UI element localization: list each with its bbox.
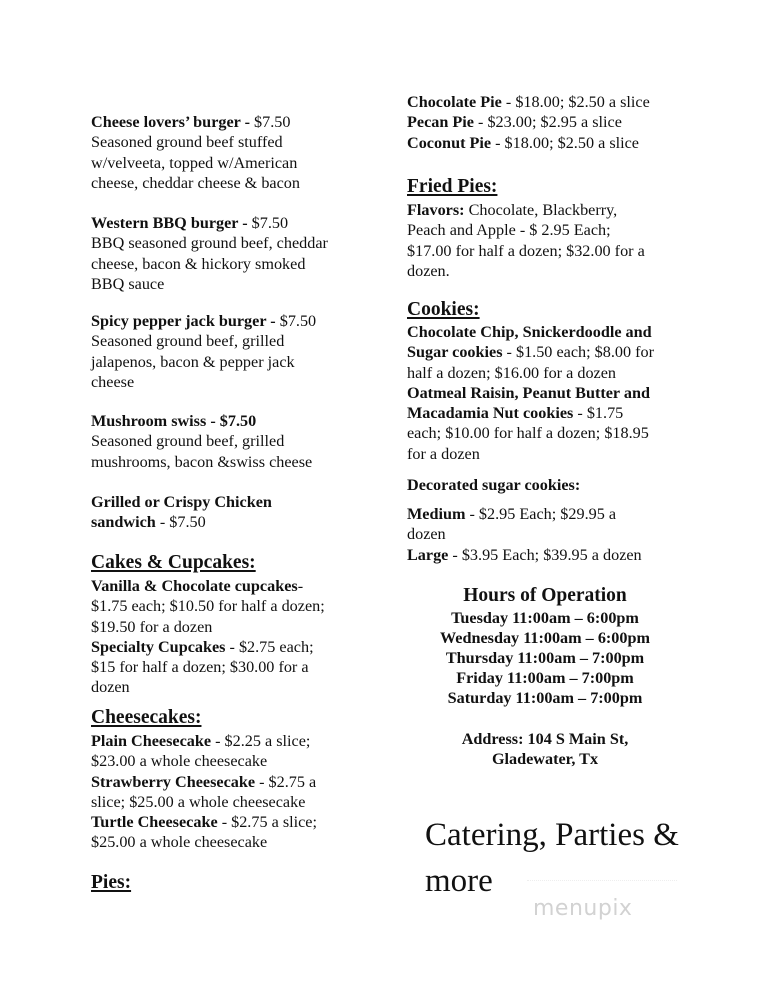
item-details: - $1.50 each; $8.00 for half a dozen; $16.00 for a dozen [407,343,654,382]
menu-section-pies [407,92,650,153]
item-details: - $18.00; $2.50 a slice [491,133,639,152]
item-details: - $2.75 each; $15 for half a dozen; $30.00 for a dozen [91,637,314,697]
item-details: - $1.75 each; $10.00 for half a dozen; $18.95 for a dozen [407,404,649,463]
item-name: Vanilla & Chocolate cupcakes [91,577,298,595]
item-name: Oatmeal Raisin, Peanut Butter and Macadamia Nut cookies [407,383,650,423]
item-name: Chocolate Chip, Snickerdoodle and Sugar cookies [407,323,652,362]
item-details: - $1.75 each; $10.50 for half a dozen; $19.50 for a dozen [91,577,325,636]
item-details: Seasoned ground beef, grilled mushrooms, bacon &swiss cheese [91,432,313,471]
item-name: Strawberry Cheesecake [91,772,256,791]
catering-banner: Catering, Parties & more [425,817,679,899]
item-details: Chocolate, Blackberry, Peach and Apple - $ 2.95 Each; $17.00 for half a dozen; $32.00 for a dozen. [407,201,645,280]
item-name: Cheese lovers’ burger - [91,113,250,131]
item-details: - $2.75 a slice; $25.00 a whole cheesecake [91,772,317,811]
menu-section-cakes [91,576,325,698]
section-heading-cakes: Cakes & Cupcakes: [91,552,256,573]
item-name: Coconut Pie [407,133,492,152]
item-name: Spicy pepper jack burger - [91,312,276,330]
item-name: Specialty Cupcakes [91,637,226,656]
item-name: Turtle Cheesecake [91,813,218,832]
decorated-cookies-heading: Decorated sugar cookies: [407,476,581,494]
hours-title: Hours of Operation [463,585,627,606]
hours-tuesday: Tuesday 11:00am – 6:00pm [451,609,639,627]
hours-friday: Friday 11:00am – 7:00pm [456,669,634,687]
item-details: $7.50 Seasoned ground beef stuffed w/velveeta, topped w/American cheese, cheddar cheese & bacon [91,113,300,192]
item-name: Pecan Pie [407,113,474,132]
item-name: Plain Cheesecake [91,732,212,750]
item-name: Chocolate Pie [407,93,502,111]
item-name: Large [407,545,449,564]
item-name: Flavors: [407,201,465,219]
menu-item-mushroom-swiss [91,411,312,472]
section-heading-cheesecakes: Cheesecakes: [91,707,202,728]
menu-section-cookies [407,322,654,464]
item-name: Grilled or Crispy Chicken sandwich [91,493,272,532]
section-heading-pies: Pies: [91,872,132,893]
menu-item-cheese-lovers-burger [91,112,300,193]
item-name: Medium [407,505,466,523]
item-details: - $2.75 a slice; $25.00 a whole cheesecake [91,813,317,852]
address: Address: 104 S Main St, Gladewater, Tx [461,730,629,769]
menu-section-cheesecakes [91,731,317,853]
menu-item-western-bbq-burger [91,213,328,294]
menu-section-decorated-cookies [407,504,642,565]
item-details: - $2.95 Each; $29.95 a dozen [407,505,617,544]
menu-item-spicy-pepper-jack-burger [91,311,316,392]
item-details: - $7.50 [155,513,206,532]
item-details: - $18.00; $2.50 a slice [501,93,650,111]
section-heading-fried-pies: Fried Pies: [407,176,498,197]
hours-saturday: Saturday 11:00am – 7:00pm [447,689,643,707]
item-details: - $23.00; $2.95 a slice [473,113,622,132]
item-details: - $2.25 a slice; $23.00 a whole cheesecake [91,732,311,771]
watermark-rule [527,880,677,887]
section-heading-cookies: Cookies: [407,299,480,320]
item-details: $7.50 Seasoned ground beef, grilled jalapenos, bacon & pepper jack cheese [91,312,317,391]
item-name: Mushroom swiss - $7.50 [91,412,257,430]
hours-wednesday: Wednesday 11:00am – 6:00pm [439,629,650,647]
item-details: $7.50 BBQ seasoned ground beef, cheddar cheese, bacon & hickory smoked BBQ sauce [91,214,328,293]
hours-thursday: Thursday 11:00am – 7:00pm [445,649,645,667]
menu-item-chicken-sandwich [91,492,272,533]
menu-section-fried-pies [407,200,645,281]
watermark-logo: menupix [533,896,633,921]
item-name: Western BBQ burger - [91,214,248,232]
item-details: - $3.95 Each; $39.95 a dozen [448,545,642,564]
